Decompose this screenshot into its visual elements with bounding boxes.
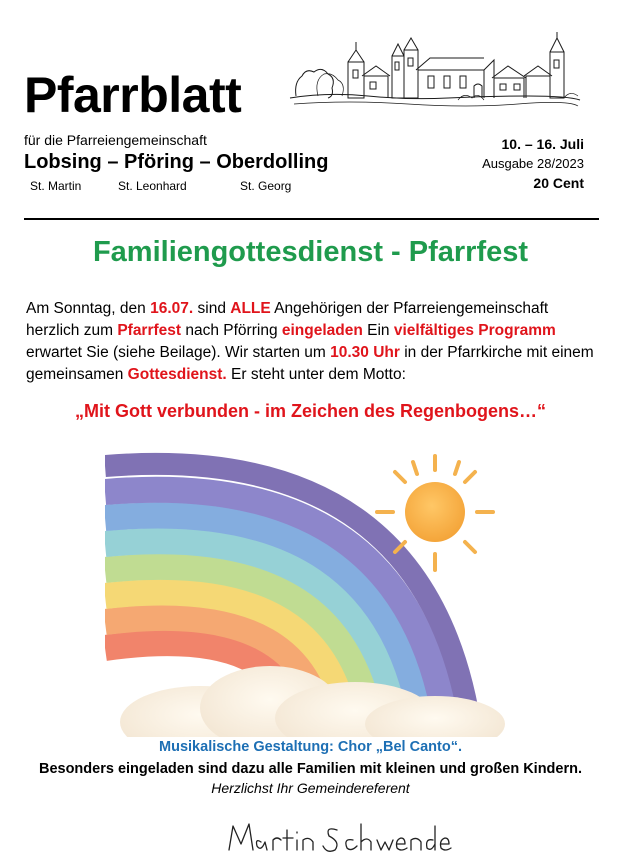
saint-martin-label: St. Martin [30,179,82,193]
community-subtitle: für die Pfarreiengemeinschaft [24,132,207,148]
issue-price: 20 Cent [533,175,584,191]
saint-leonhard-label: St. Leonhard [118,179,187,193]
issue-dates: 10. – 16. Juli [501,136,584,152]
music-info: Musikalische Gestaltung: Chor „Bel Canto“. [159,739,462,755]
newsletter-title: Pfarrblatt [24,67,242,123]
article-intro: Am Sonntag, den 16.07. sind ALLE Angehörigen der Pfarreiengemeinschaft herzlich zum Pfarrfest nach Pförring eingeladen Ein vielfältiges Programm erwartet Sie (siehe Beilage). Wir starten um 10.30 Uhr in der Pfarrkirche mit einem gemeinsamen Gottesdienst. Er steht unter dem Motto: [26,300,594,383]
parish-places: Lobsing – Pföring – Oberdolling [24,151,329,173]
issue-number: Ausgabe 28/2023 [482,156,584,171]
rainbow-illustration [105,432,525,737]
header-divider [24,218,599,220]
closing-greeting: Herzlichst Ihr Gemeindereferent [211,780,410,796]
article-headline: Familiengottesdienst - Pfarrfest [92,236,529,268]
church-sketch-image [288,32,582,114]
family-invitation: Besonders eingeladen sind dazu alle Familien mit kleinen und großen Kindern. [38,761,583,777]
event-motto: „Mit Gott verbunden - im Zeichen des Regenbogens…“ [74,401,547,421]
signature-image [225,812,455,862]
saint-georg-label: St. Georg [240,179,292,193]
